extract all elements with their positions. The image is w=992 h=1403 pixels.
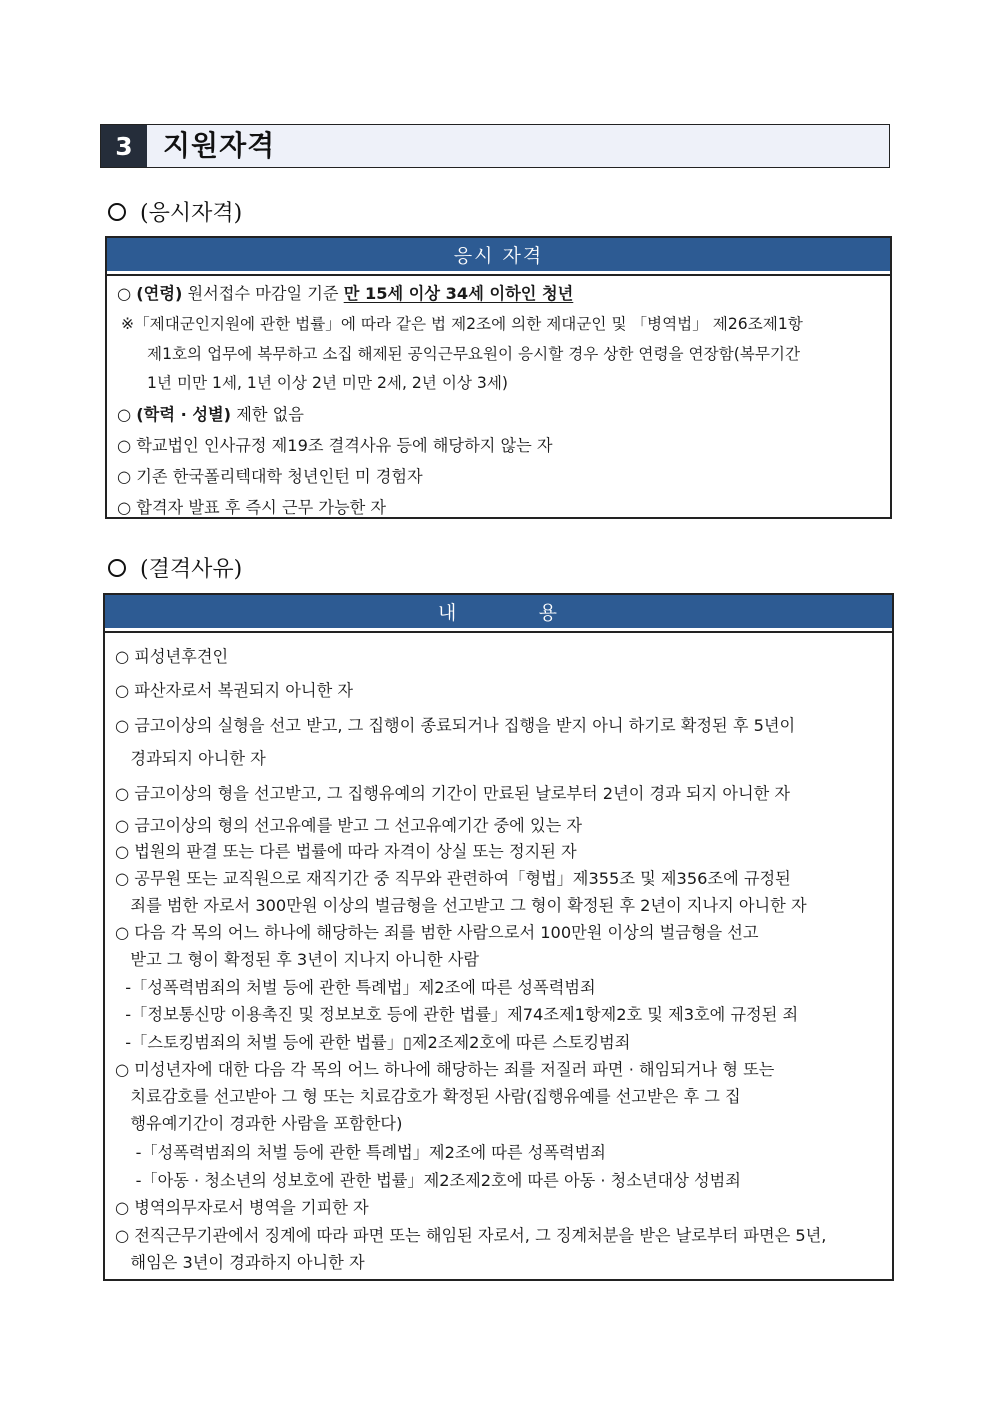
list-item: ○ 금고이상의 실형을 선고 받고, 그 집행이 종료되거나 집행을 받지 아니 하기로 확정된 후 5년이	[115, 716, 796, 735]
section-header	[100, 124, 890, 168]
list-item: 치료감호를 선고받아 그 형 또는 치료감호가 확정된 사람(집행유예를 선고받은 후 그 집	[115, 1087, 741, 1106]
list-item: -「성폭력범죄의 처벌 등에 관한 특례법」제2조에 따른 성폭력범죄	[115, 1143, 606, 1162]
section-number: 3	[101, 125, 147, 167]
disqualification-table	[103, 593, 894, 1281]
disqualification-subheading-text: (결격사유)	[140, 557, 243, 582]
edu-bullet: ○	[117, 405, 132, 424]
eligibility-table	[105, 236, 892, 519]
edu-text: 제한 없음	[231, 405, 304, 424]
list-item: ○ 병역의무자로서 병역을 기피한 자	[115, 1198, 369, 1217]
list-item: ○ 파산자로서 복권되지 아니한 자	[115, 681, 353, 700]
list-item: ○ 미성년자에 대한 다음 각 목의 어느 하나에 해당하는 죄를 저질러 파면 · 해임되거나 형 또는	[115, 1060, 775, 1079]
list-item: ○ 공무원 또는 교직원으로 재직기간 중 직무와 관련하여「형법」제355조 및 제356조에 규정된	[115, 869, 791, 888]
age-text: 원서접수 마감일 기준	[182, 284, 344, 303]
list-item: ○ 다음 각 목의 어느 하나에 해당하는 죄를 범한 사람으로서 100만원 이상의 벌금형을 선고	[115, 923, 759, 942]
age-bullet: ○	[117, 284, 132, 303]
list-item: -「스토킹범죄의 처벌 등에 관한 법률」▯제2조제2호에 따른 스토킹범죄	[115, 1033, 631, 1052]
eligibility-item-3: ○ 합격자 발표 후 즉시 근무 가능한 자	[117, 498, 387, 517]
eligibility-table-header: 응시 자격	[107, 238, 890, 276]
list-item: 경과되지 아니한 자	[115, 749, 266, 768]
section-title: 지원자격	[163, 129, 276, 162]
list-item: ○ 피성년후견인	[115, 647, 229, 666]
eligibility-subheading	[108, 196, 242, 227]
list-item: 받고 그 형이 확정된 후 3년이 지나지 아니한 사람	[115, 950, 480, 969]
eligibility-item-2: ○ 기존 한국폴리텍대학 청년인턴 미 경험자	[117, 467, 423, 486]
age-note-line-3: 1년 미만 1세, 1년 이상 2년 미만 2세, 2년 이상 3세)	[147, 374, 508, 392]
age-note-line-1: ※「제대군인지원에 관한 법률」에 따라 같은 법 제2조에 의한 제대군인 및 「병역법」 제26조제1항	[121, 315, 803, 333]
edu-row	[117, 401, 884, 425]
eligibility-item-1: ○ 학교법인 인사규정 제19조 결격사유 등에 해당하지 않는 자	[117, 436, 553, 455]
age-label: (연령)	[136, 284, 183, 303]
hollow-circle-icon	[108, 559, 126, 577]
disqualification-subheading	[108, 552, 242, 583]
list-item: 행유예기간이 경과한 사람을 포함한다)	[115, 1114, 403, 1133]
list-item: 해임은 3년이 경과하지 아니한 자	[115, 1253, 365, 1272]
list-item: -「아동 · 청소년의 성보호에 관한 법률」제2조제2호에 따른 아동 · 청소년대상 성범죄	[115, 1171, 741, 1190]
hollow-circle-icon	[108, 203, 126, 221]
edu-label: (학력 · 성별)	[136, 405, 232, 424]
list-item: ○ 금고이상의 형의 선고유예를 받고 그 선고유예기간 중에 있는 자	[115, 816, 582, 835]
list-item: 죄를 범한 자로서 300만원 이상의 벌금형을 선고받고 그 형이 확정된 후 2년이 지나지 아니한 자	[115, 896, 807, 915]
list-item: -「성폭력범죄의 처벌 등에 관한 특례법」제2조에 따른 성폭력범죄	[115, 978, 596, 997]
list-item: ○ 금고이상의 형을 선고받고, 그 집행유예의 기간이 만료된 날로부터 2년이 경과 되지 아니한 자	[115, 784, 791, 803]
list-item: -「정보통신망 이용촉진 및 정보보호 등에 관한 법률」제74조제1항제2호 및 제3호에 규정된 죄	[115, 1005, 799, 1024]
age-note-line-2: 제1호의 업무에 복무하고 소집 해제된 공익근무요원이 응시할 경우 상한 연령을 연장함(복무기간	[147, 345, 801, 363]
age-row	[117, 280, 884, 304]
list-item: ○ 법원의 판결 또는 다른 법률에 따라 자격이 상실 또는 정지된 자	[115, 842, 577, 861]
list-item: ○ 전직근무기관에서 징계에 따라 파면 또는 해임된 자로서, 그 징계처분을 받은 날로부터 파면은 5년,	[115, 1226, 827, 1245]
eligibility-subheading-text: (응시자격)	[140, 201, 243, 226]
age-highlight: 만 15세 이상 34세 이하인 청년	[343, 284, 574, 303]
disqualification-table-header: 내 용	[105, 595, 892, 633]
